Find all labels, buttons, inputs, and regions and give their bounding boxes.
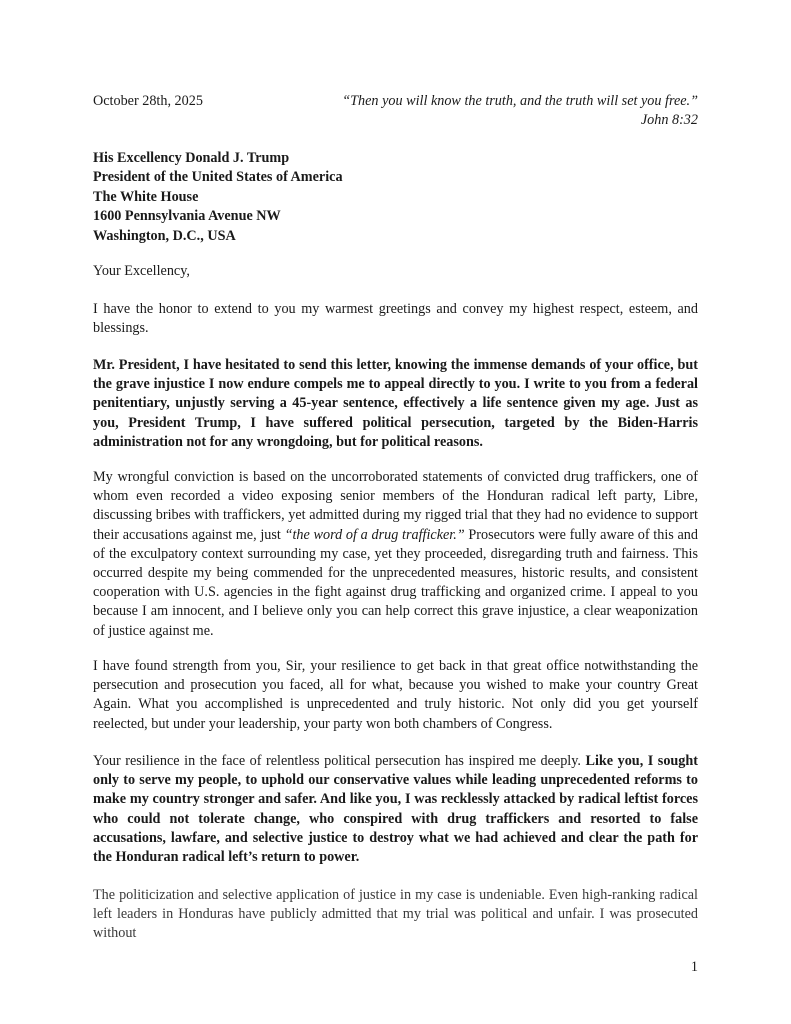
addressee-block xyxy=(93,149,343,246)
paragraph-text: Mr. President, I have hesitated to send this letter, knowing the immense demands of your office, but the grave injustice I now endure compels me to appeal directly to you. I write to you from a federal penitentiary, unjustly serving a 45-year sentence, effectively a life sentence given my age. Just as you, President Trump, I have suffered political persecution, targeted by the Biden-Harris administration not for any wrongdoing, but for political reasons. xyxy=(93,357,698,450)
paragraph-conviction xyxy=(93,468,698,641)
addressee-building: The White House xyxy=(93,188,199,205)
paragraph-text: I have found strength from you, Sir, your resilience to get back in that great office notwithstanding the persecution and prosecution you faced, all for what, because you wished to make your country Great Again. What you accomplished is unprecedented and truly historic. Not only did you get yourself reelected, but under your leadership, your party won both chambers of Congress. xyxy=(93,658,698,732)
paragraph-text xyxy=(93,752,698,867)
addressee-city: Washington, D.C., USA xyxy=(93,227,236,244)
paragraph-strength xyxy=(93,657,698,734)
paragraph-text xyxy=(93,468,698,641)
epigraph-quote: “Then you will know the truth, and the truth will set you free.” xyxy=(342,93,698,109)
paragraph-text-bold: Like you, I sought only to serve my people, to uphold our conservative values while leading unprecedented reforms to make my country stronger and safer. And like you, I was recklessly attacked by radical leftist forces who could not tolerate change, who conspired with drug traffickers and resorted to false accusations, lawfare, and selective justice to destroy what we had achieved and clear the path for the Honduran radical left’s return to power. xyxy=(93,753,699,866)
paragraph-appeal xyxy=(93,356,698,452)
paragraph-politicization xyxy=(93,886,698,944)
addressee-name: His Excellency Donald J. Trump xyxy=(93,150,290,166)
page-number: 1 xyxy=(690,959,698,975)
paragraph-text: The politicization and selective application of justice in my case is undeniable. Even high-ranking radical left leaders in Honduras have publicly admitted that my trial was political and unfair. I was prosecuted without xyxy=(93,887,698,942)
letter-date: October 28th, 2025 xyxy=(93,93,203,109)
addressee-title: President of the United States of America xyxy=(93,169,343,186)
letter-header xyxy=(93,92,698,132)
addressee-street: 1600 Pennsylvania Avenue NW xyxy=(93,208,281,225)
italic-quote: “the word of a drug trafficker.” xyxy=(284,526,465,543)
paragraph-greeting xyxy=(93,300,698,338)
salutation: Your Excellency, xyxy=(93,263,190,279)
epigraph-source: John 8:32 xyxy=(640,112,698,128)
paragraph-text-regular: Your resilience in the face of relentless political persecution has inspired me deeply. xyxy=(93,753,586,769)
paragraph-text: I have the honor to extend to you my warmest greetings and convey my highest respect, esteem, and blessings. xyxy=(93,301,698,337)
epigraph xyxy=(342,92,698,130)
paragraph-text-after: Prosecutors were fully aware of this and of the exculpatory context surrounding my case, yet they proceeded, disregarding truth and fairness. This occurred despite my being commended for the unprecedented measures, historic results, and consistent cooperation with U.S. agencies in the fight against drug trafficking and organized crime. I appeal to you because I am innocent, and I believe only you can help correct this grave injustice, a clear weaponization of justice against me. xyxy=(93,526,698,639)
paragraph-resilience xyxy=(93,752,698,867)
paragraph-text-before: My wrongful conviction is based on the uncorroborated statements of convicted drug traffickers, one of whom even recorded a video exposing senior members of the Honduran radical left party, Libre, discussing bribes with traffickers, yet admitted during my rigged trial that they had no evidence to support their accusations against me, just xyxy=(93,469,698,543)
